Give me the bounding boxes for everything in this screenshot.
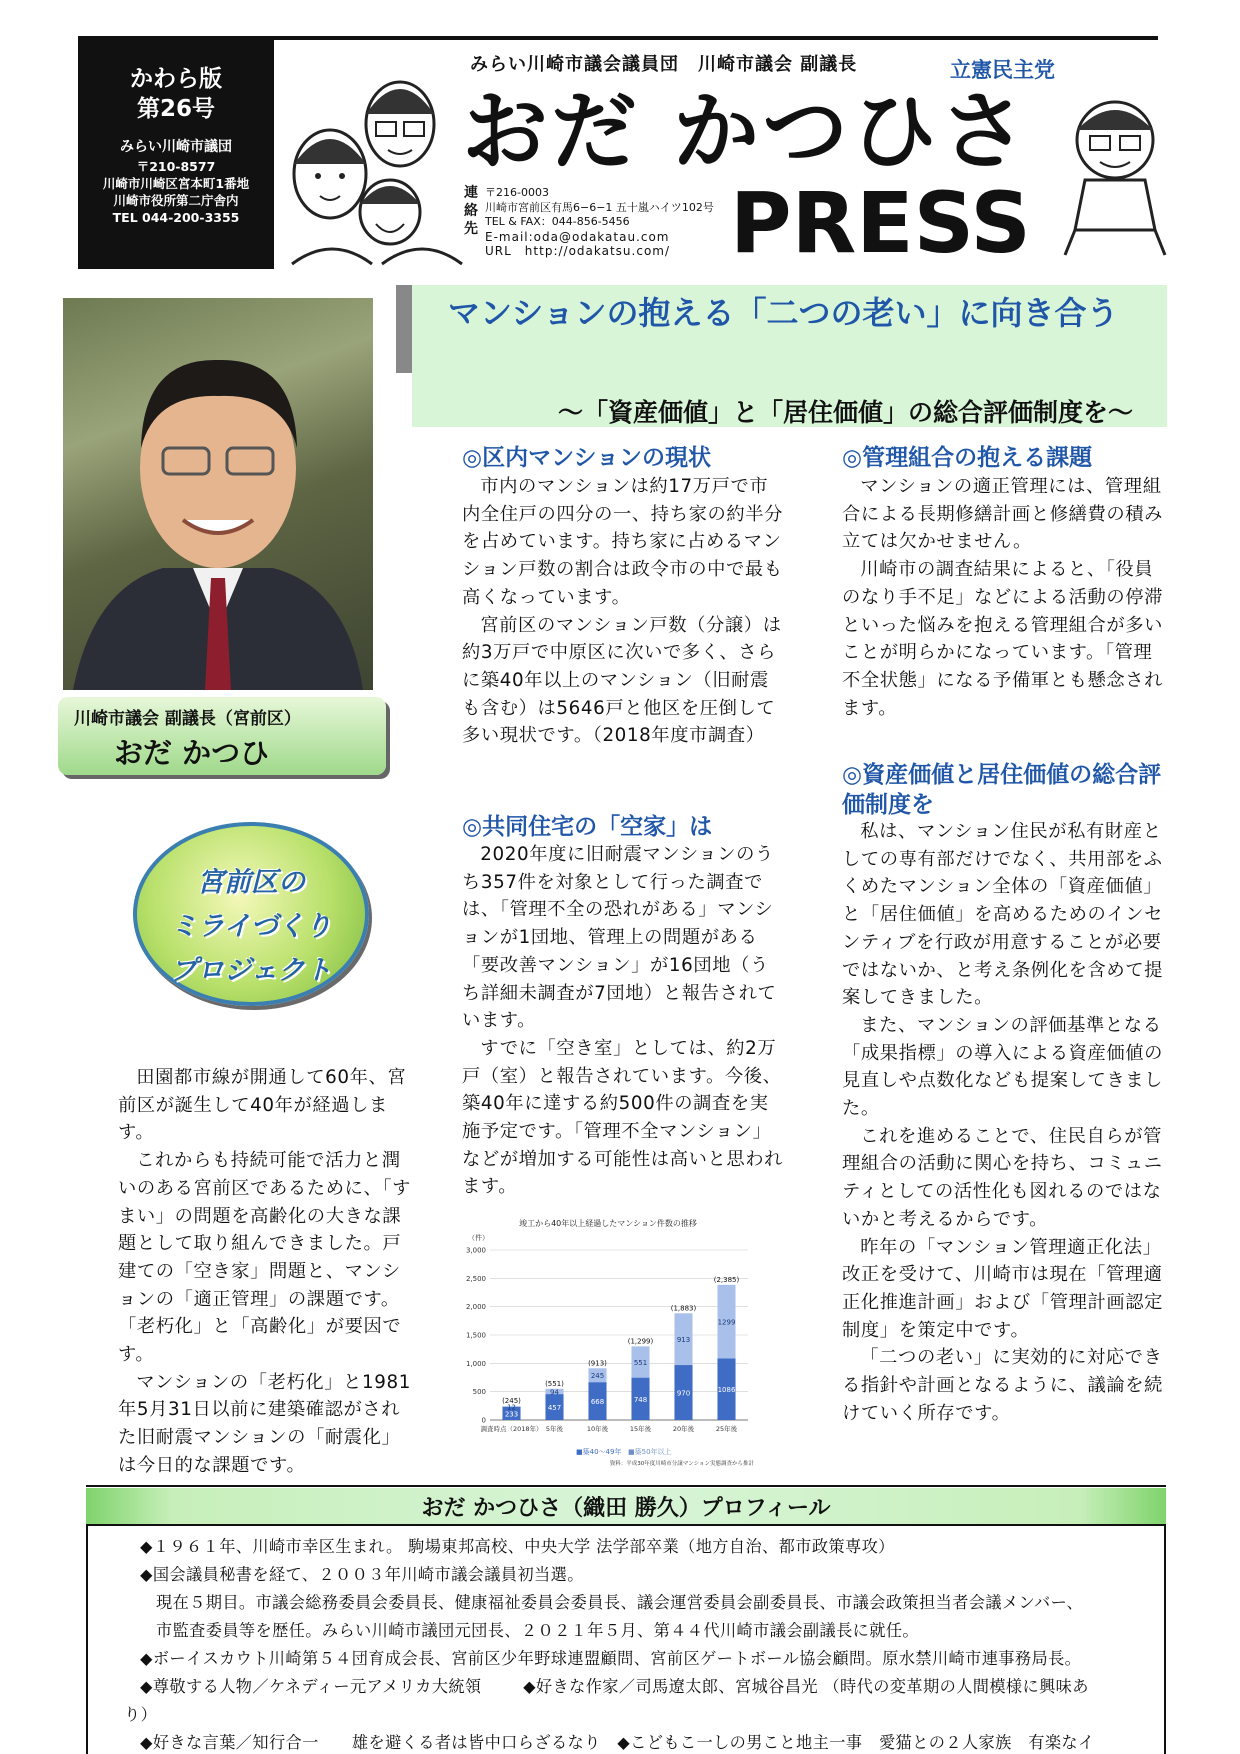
group-postal: 〒210-8577 (136, 159, 216, 174)
left-paragraph-1: 田園都市線が開通して60年、宮前区が誕生して40年が経過します。 (118, 1067, 407, 1144)
chart-y-label: （件） (468, 1234, 489, 1242)
issue-box (78, 36, 274, 269)
chart-y-tick: 2,500 (465, 1274, 486, 1283)
profile-line-8: ◆好きな言葉／知行合一 雄を避くる者は皆中口らざるなり ◆こどもこ一しの男こと地主一事 愛猫との２人家族 有楽なイ (140, 1733, 1095, 1752)
profile-line-4: 市監査委員等を歴任。みらい川崎市議団元団長、２０２１年５月、第４４代川崎市議会副議長に就任。 (156, 1621, 920, 1640)
chart-y-tick: 500 (472, 1388, 486, 1397)
profile-line-7: り） (124, 1705, 158, 1724)
profile-rule (86, 1485, 1166, 1487)
chart-x-tick: 調査時点（2018年） (480, 1425, 543, 1433)
chart-total-label: (245) (502, 1397, 521, 1406)
mid-paragraph-3: 2020年度に旧耐震マンションのうち357件を対象として行った調査では、「管理不全の恐れがある」マンションが1団地、管理上の問題がある「要改善マンション」が16団地（うち詳細未調査が7団地）と報告されています。 (462, 844, 777, 1032)
mid-column-text-1 (462, 473, 784, 750)
section-heading-evaluation-system: ◎資産価値と居住価値の総合評価制度を (842, 762, 1162, 818)
contact-email[interactable]: E-mail:oda@odakatau.com (485, 229, 670, 244)
main-title: おだ かつひさ (462, 82, 1029, 182)
group-address1: 川崎市川崎区宮本町1番地 (102, 176, 250, 191)
chart-legend-1: ■築40〜49年 (576, 1448, 622, 1456)
headline-accent-bar (396, 285, 412, 373)
chart-y-tick: 1,000 (465, 1359, 486, 1368)
contact-postal: 〒216-0003 (485, 186, 549, 199)
chart-y-tick: 1,500 (465, 1331, 486, 1340)
mid-paragraph-4: すでに「空き室」としては、約2万戸（室）と報告されています。今後、築40年に達する約500件の調査を実施予定です。「管理不全マンション」などが増加する可能性は高いと思われます。 (462, 1037, 783, 1198)
chart-value-label: 94 (550, 1388, 559, 1397)
chart-grid (490, 1250, 748, 1420)
chart-value-label: 551 (633, 1359, 648, 1368)
nameplate-role: 川崎市議会 副議長（宮前区） (74, 709, 301, 729)
chart-title: 竣工から40年以上経過したマンション件数の推移 (519, 1219, 697, 1228)
chart-x-tick: 20年後 (672, 1425, 695, 1433)
right-paragraph-5: これを進めることで、住民自らが管理組合の活動に関心を持ち、コミュニティとしての活性化も図れるのではないかと考えるからです。 (842, 1125, 1163, 1230)
press-title: PRESS (730, 174, 1031, 272)
chart-x-tick: 25年後 (715, 1425, 738, 1433)
profile-line-6b: ◆好きな作家／司馬遼太郎、宮城谷昌光 （時代の変革期の人間模様に興味あ (523, 1677, 1089, 1696)
chart-x-tick: 15年後 (629, 1425, 652, 1433)
mascot-illustration (1060, 90, 1170, 260)
left-paragraph-3: マンションの「老朽化」と1981年5月31日以前に建築確認がされた旧耐震マンションの「耐震化」は今日的な課題です。 (118, 1371, 411, 1476)
profile-text (124, 1533, 1150, 1754)
chart-value-label: 748 (633, 1395, 648, 1404)
contact-address: 川崎市宮前区有馬6−6−1 五十嵐ハイツ102号 (485, 200, 714, 214)
contact-info (485, 186, 714, 259)
chart-y-tick: 3,000 (465, 1246, 486, 1255)
issue-number: 第26号 (136, 96, 215, 122)
profile-title: おだ かつひさ（織田 勝久）プロフィール (421, 1496, 831, 1521)
chart-x-tick: 5年後 (545, 1425, 564, 1433)
chart-y-ticks (466, 1247, 486, 1425)
section-heading-vacancy: ◎共同住宅の「空家」は (462, 814, 713, 840)
portrait-photo (63, 298, 373, 690)
section-heading-mansion-status: ◎区内マンションの現状 (462, 445, 712, 471)
mid-paragraph-2: 宮前区のマンション戸数（分譲）は約3万戸で中原区に次いで多く、さらに築40年以上のマンション（旧耐震も含む）は5646戸と他区を圧倒して多い現状です。（2018年度市調査） (462, 614, 782, 747)
chart-value-label: 12 (507, 1403, 516, 1412)
chart-value-label: 970 (676, 1389, 691, 1398)
right-paragraph-2: 川崎市の調査結果によると、「役員のなり手不足」などによる活動の停滞といった悩みを抱える管理組合が多いことが明らかになっています。「管理不全状態」になる予備軍とも懸念されます。 (842, 559, 1163, 719)
edition-label: かわら版 (130, 66, 222, 92)
profile-line-6 (140, 1673, 1150, 1701)
chart-legend-2: ■築50年以上 (628, 1448, 672, 1456)
mid-paragraph-1: 市内のマンションは約17万戸で市内全住戸の四分の一、持ち家の約半分を占めています。持ち家に占めるマンション戸数の割合は政令市の中で最も高くなっています。 (462, 476, 783, 608)
profile-line-1: ◆１９６１年、川崎市幸区生まれ。 駒場東邦高校、中央大学 法学部卒業（地方自治、都市政策専攻） (140, 1537, 895, 1556)
chart-total-label: (2,385) (713, 1275, 740, 1284)
right-column-text-2 (842, 818, 1164, 1427)
group-tel: TEL 044-200-3355 (112, 210, 240, 225)
mansion-age-chart (458, 1216, 758, 1466)
chart-x-ticks (480, 1424, 737, 1433)
party-name: 立憲民主党 (950, 58, 1055, 82)
badge-line1: 宮前区の (197, 867, 305, 898)
chart-total-label: (551) (545, 1379, 564, 1388)
chart-value-label: 245 (590, 1372, 605, 1381)
profile-line-3: 現在５期目。市議会総務委員会委員長、健康福祉委員会委員長、議会運営委員会副委員長、市議会政策担当者会議メンバー、 (156, 1593, 1084, 1612)
chart-y-tick: 2,000 (465, 1303, 486, 1312)
left-paragraph-2: これからも持続可能で活力と潤いのある宮前区であるために、「すまい」の問題を高齢化の大きな課題として取り組んできました。戸建ての「空き家」問題と、マンションの「適正管理」の課題です。「老朽化」と「高齢化」が要因です。 (118, 1150, 411, 1366)
chart-bars (502, 1276, 739, 1420)
nameplate-name: おだ かつひ (114, 736, 270, 770)
chart-value-label: 233 (504, 1410, 519, 1419)
chart-value-label: 457 (547, 1404, 562, 1413)
section-heading-management-issues: ◎管理組合の抱える課題 (842, 445, 1093, 471)
contact-label: 連絡先 (464, 185, 478, 237)
right-paragraph-6: 昨年の「マンション管理適正化法」改正を受けて、川崎市は現在「管理適正化推進計画」および「管理計画認定制度」を策定中です。 (842, 1236, 1163, 1341)
right-column-text-1 (842, 473, 1164, 722)
contact-telfax: TEL & FAX：044-856-5456 (485, 215, 630, 228)
chart-value-label: 1299 (717, 1318, 736, 1327)
chart-value-label: 668 (590, 1398, 605, 1407)
right-paragraph-3: 私は、マンション住民が私有財産としての専有部だけでなく、共用部をふくめたマンション全体の「資産価値」と「居住価値」を高めるためのインセンティブを行政が用意することが必要ではないか、と考え条例化を含めて提案してきました。 (842, 821, 1163, 1009)
right-paragraph-7: 「二つの老い」に実効的に対応できる指針や計画となるように、議論を続けていく所存です。 (842, 1347, 1163, 1424)
mid-column-text-2 (462, 841, 784, 1201)
profile-line-6a: ◆尊敬する人物／ケネディー元アメリカ大統領 (140, 1677, 482, 1696)
chart-total-label: (913) (588, 1359, 607, 1368)
chart-y-tick: 0 (481, 1416, 486, 1425)
right-paragraph-4: また、マンションの評価基準となる「成果指標」の導入による資産価値の見直しや点数化なども提案してきました。 (842, 1014, 1163, 1120)
group-address2: 川崎市役所第二庁舎内 (113, 193, 239, 208)
profile-line-2: ◆国会議員秘書を経て、２００３年川崎市議会議員初当選。 (140, 1565, 584, 1584)
group-name: みらい川崎市議団 (120, 139, 232, 155)
sub-header: みらい川崎市議会議員団 川崎市議会 副議長 (470, 54, 858, 75)
badge-line2: ミライづくり (170, 911, 332, 942)
nameplate (58, 697, 386, 775)
project-badge (133, 822, 369, 1006)
badge-line3: プロジェクト (170, 955, 332, 986)
headline-title: マンションの抱える「二つの老い」に向き合う (448, 294, 1119, 332)
portrait-figure (63, 298, 373, 690)
chart-value-label: 1086 (717, 1386, 736, 1395)
chart-x-tick: 10年後 (586, 1425, 609, 1433)
chart-total-label: (1,299) (627, 1337, 654, 1346)
profile-line-5: ◆ボーイスカウト川崎第５４団育成会長、宮前区少年野球連盟顧問、宮前区ゲートボール協会顧問。原水禁川崎市連事務局長。 (140, 1649, 1082, 1668)
chart-value-label: 913 (676, 1336, 691, 1345)
right-paragraph-1: マンションの適正管理には、管理組合による長期修繕計画と修繕費の積み立ては欠かせません。 (842, 476, 1163, 553)
contact-url[interactable]: URL http://odakatsu.com/ (485, 244, 671, 258)
family-illustration (272, 64, 472, 279)
chart-source: 資料：平成30年度川崎市分譲マンション実態調査から推計 (609, 1461, 754, 1466)
chart-total-label: (1,883) (670, 1304, 697, 1313)
left-column-text (118, 1064, 418, 1480)
headline-subtitle: 〜「資産価値」と「居住価値」の総合評価制度を〜 (557, 398, 1133, 427)
